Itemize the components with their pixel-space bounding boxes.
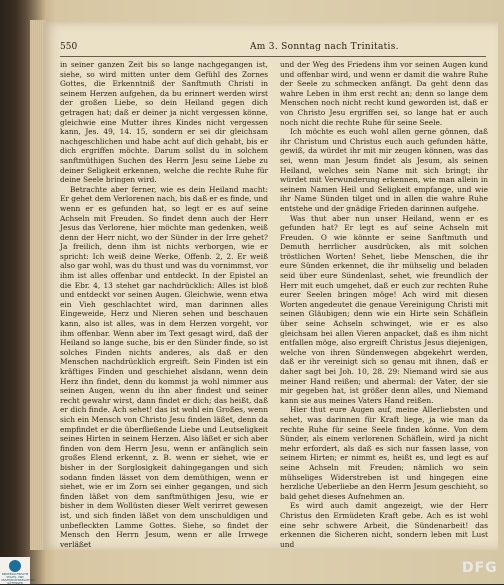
library-logo bbox=[0, 557, 35, 585]
paragraph: Betrachte aber ferner, wie es dein Heiland macht: Er gehet dem Verlorenen nach, bis daß er es finde, und wenn er es gefunden hat, so legt er es auf seine Achseln mit Freuden. So findet denn auch der Herr Jesus das Verlorene, hier möchte man gedenken, weiß denn der Herr nicht, wo der Sünder in der Irre gehet? Ja freilich, denn ihm ist nichts verborgen, wie er spricht: Ich weiß deine Werke, Offenb. 2, 2. Er weiß also gar wohl, was du thust und was du vornimmst, vor ihm ist alles offenbar und entdeckt. In der Epistel an die Ebr. 4, 13 stehet gar nachdrücklich: Alles ist bloß und entdeckt vor seinen Augen. Gleichwie, wenn etwa ein Vieh geschlachtet wird, man darinnen alles Eingeweide, Herz und Nieren sehen und beschauen kann, also ist alles, was in dem Herzen vorgeht, vor ihm offenbar. Wenn aber im Text gesagt wird, daß der Heiland so lange suche, bis er den Sünder finde, so ist solches Finden nichts anderes, als daß er den Menschen nachdrücklich ergreift. Sein Finden ist ein kräftiges Finden und geschiehet alsdann, wenn dein Herz ihn findet, denn du kommst ja wohl nimmer aus seinen Augen, wenn du ihn aber findest und seiner recht gewahr wirst, dann findet er dich; das heißt, daß er dich finde. Ach sehet! das ist wohl ein Großes, wenn sich ein Mensch von Christo Jesu finden läßet, denn da empfindet er die überfließende Liebe und Leutseligkeit seines Hirten in seinem Herzen. Also läßet er sich aber finden von dem Herrn Jesu, wenn er anfänglich sein großes Elend erkennt, z. B. wenn er siehet, wie er bisher in der Sorglosigkeit dahingegangen und sich sodann finden lässet von dem demüthigen, wenn er siehet, wie er im Zorn sei einher gegangen, und sich finden läßet von dem sanftmüthigen Jesu, wie er bisher in dem Wollüsten dieser Welt verirret gewesen ist, und sich finden läßet von dem unschuldigen und unbefleckten Lamme Gottes. Siehe, so findet der Mensch den Herrn Jesum, wenn er alle Irrwege verläßet bbox=[60, 184, 268, 549]
paragraph: in seiner ganzen Zeit bis so lange nachgegangen ist, siehe, so wird mitten unter dem Gefühl des Zornes Gottes, die Erkenntniß der Sanftmuth Christi in seinem Herzen aufgehen, da bu erinnert werden wirst der großen Liebe, so dein Heiland gegen dich getragen hat; daß er deiner ja nicht vergessen könne, gleichwie eine Mutter ihres Kindes nicht vergessen kann, Jes. 49, 14. 15, sondern er sei dir gleichsam nachgeschlichen und habe acht auf dich gehabt, bis er dich ergriffen möchte. Darum sollst du in solchem sanftmüthigen Suchen des Herrn Jesu seine Liebe zu deiner Seligkeit erkennen, welche die rechte Ruhe für deine Seele bringen wird. bbox=[60, 60, 268, 185]
page-number: 550 bbox=[60, 42, 78, 52]
paragraph: Es wird auch damit angezeigt, wie der Herr Christus den Ermüdeten Kraft gebe. Ach es ist wohl eine sehr schwere Arbeit, die Sündenarbeit! das erkennen die Sicheren nicht, sondern leben mit Lust und bbox=[280, 501, 488, 549]
paragraph: Ich möchte es euch wohl allen gerne gönnen, daß ihr Christum und Christus euch auch gefunden hätte, gewiß, da würdet ihr mit mir zeugen können, was das sei, wenn man Jesum findet als Jesum, als seinen Heiland, welches sein Name mit sich bringt; ihr würdet mit Verwunderung erkennen, wie man allein in seinem Namen Heil und Seligkeit empfange, und wie ihr Name Sünden tilget und in allen die wahre Ruhe entstehe und der gnädige Frieden darinnen aufgehe. bbox=[280, 127, 488, 213]
text-column-right bbox=[280, 60, 488, 549]
text-column-left bbox=[60, 60, 268, 549]
library-seal-icon bbox=[9, 560, 21, 572]
running-title: Am 3. Sonntag nach Trinitatis. bbox=[250, 42, 399, 52]
paragraph: Hier thut eure Augen auf, meine Allerliebsten und sehet, was darinnen für Kraft liege, ja wie man da rechte Ruhe für seine Seele finden könne. Von dem Sünder, als einem verlorenen Schäflein, wird ja nicht mehr erfordert, als daß es sich nur fassen lasse, von seinem Hirten; er nimmt es, heißt es, und legt es auf seine Achseln mit Freuden; nämlich wo sein mühseliges Widerstreben ist und hingegen eine herzliche Ueberliebe an den Herrn Jesum geschieht, so bald gehet dieses Aufnehmen an. bbox=[280, 405, 488, 501]
header-rule bbox=[60, 56, 486, 57]
page-header bbox=[60, 42, 486, 56]
paragraph: und der Weg des Friedens ihm vor seinen Augen kund und offenbar wird, und wenn er damit die wahre Ruhe der Seele zu schmecken anfängt. Da geht denn das wahre Leben in ihm erst recht an; denn so lange dem Menschen noch nicht recht kund geworden ist, daß er von Christo Jesu ergriffen sei, so lange hat er auch noch nicht die rechte Ruhe für seine Seele. bbox=[280, 60, 488, 127]
library-logo-text: NIEDERSÄCHSISCHE STAATS- UND UNIVERSITÄTSBIBLIOTHEK GÖTTINGEN bbox=[1, 573, 35, 585]
paragraph: Was thut aber nun unser Heiland, wenn er es gefunden hat? Er legt es auf seine Achseln mit Freuden. O wie könnte er seine Sanftmuth und Demuth herrlicher ausdrücken, als mit solchen tröstlichen Worten! Sehet, liebe Menschen, die ihr eure Sünden erkennet, die ihr mühselig und beladen seid über eure Sündenlast, sehet, wie freundlich der Herr mit euch umgehet, daß er euch zur rechten Ruhe eurer Seelen bringen möge! Ach wird mit diesen Worten angedeutet die genaue Vereinigung Christi mit seinen Gläubigen; denn wie ein Hirte sein Schäflein über seine Achseln schwinget, wie er es also gleichsam bei allen Vieren anpacket, daß es ihm nicht entfallen möge, also ergreift Christus Jesus diejenigen, welche von ihren Sündenwegen abgekehrt werden, daß er ihr vereinigt sich so genau mit ihnen, daß er daher sagt bei Joh. 10, 28. 29: Niemand wird sie aus meiner Hand reißen; und abermal: der Vater, der sie mir gegeben hat, ist größer denn alles, und Niemand kann sie aus meines Vaters Hand reißen. bbox=[280, 213, 488, 405]
dfg-logo: DFG bbox=[462, 560, 498, 576]
